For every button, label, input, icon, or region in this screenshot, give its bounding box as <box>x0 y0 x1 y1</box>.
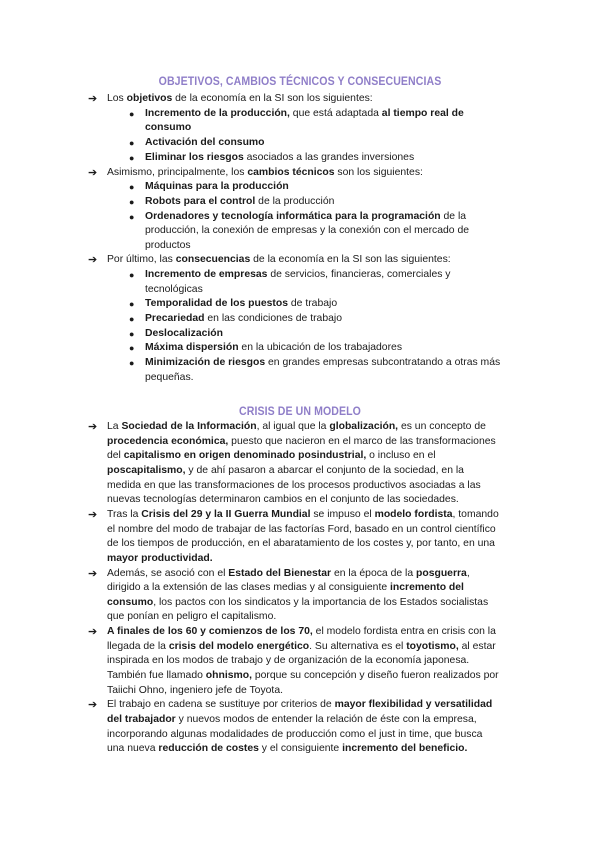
bullet-icon: ● <box>129 138 135 148</box>
bullet-icon: ● <box>129 358 135 368</box>
paragraph-line: nuevas tecnologías determinaron cambios en el conjunto de las sociedades. <box>107 494 459 505</box>
sub-list-item-continued: consumo <box>145 122 192 133</box>
paragraph-line: dirigido a la extensión de las clases medias y al consiguiente incremento del <box>107 582 464 593</box>
paragraph-line: que ponían en peligro el capitalismo. <box>107 611 277 622</box>
sub-list-item: Temporalidad de los puestos de trabajo <box>145 298 338 309</box>
bullet-icon: ● <box>129 109 135 119</box>
paragraph-line: llegada de la crisis del modelo energético. Su alternativa es el toyotismo, al estar <box>107 641 496 652</box>
paragraph-line: incorporando algunas modalidades de producción como el just in time, que busca <box>107 729 483 740</box>
paragraph-line: procedencia económica, puesto que nacieron en el marco de las transformaciones <box>107 436 496 447</box>
sub-list-item: Precariedad en las condiciones de trabajo <box>145 313 342 324</box>
bullet-icon: ● <box>129 153 135 163</box>
arrow-bullet-icon: ➔ <box>88 626 98 638</box>
sub-list-item-continued: producción, la conexión de empresas y la conexión con el mercado de <box>145 225 470 236</box>
bullet-icon: ● <box>129 314 135 324</box>
paragraph-line: mayor productividad. <box>107 553 213 564</box>
paragraph-line: medida en que las transformaciones de los procesos productivos asociadas a las <box>107 480 481 491</box>
bullet-icon: ● <box>129 299 135 309</box>
arrow-bullet-icon: ➔ <box>88 699 98 711</box>
sub-list-item-continued: tecnológicas <box>145 284 203 295</box>
arrow-bullet-icon: ➔ <box>88 93 98 105</box>
section-heading-objetivos: OBJETIVOS, CAMBIOS TÉCNICOS Y CONSECUENCIAS <box>158 74 442 88</box>
paragraph-line: poscapitalismo, y de ahí pasaron a abarcar el conjunto de la sociedad, en la <box>107 465 464 476</box>
paragraph-line: inspirada en los modos de trabajo y de organización de la economía japonesa. <box>107 655 470 666</box>
sub-list-item-continued: productos <box>145 240 191 251</box>
arrow-bullet-icon: ➔ <box>88 254 98 266</box>
paragraph-line: de los tiempos de producción, en el abaratamiento de los costes y, por tanto, en una <box>107 538 495 549</box>
bullet-icon: ● <box>129 182 135 192</box>
paragraph-line: El trabajo en cadena se sustituye por criterios de mayor flexibilidad y versatilidad <box>107 699 493 710</box>
bullet-icon: ● <box>129 343 135 353</box>
paragraph-line: del capitalismo en origen denominado posindustrial, o incluso en el <box>107 450 436 461</box>
sub-list-item: Ordenadores y tecnología informática para la programación de la <box>145 211 467 222</box>
sub-list-item: Incremento de empresas de servicios, financieras, comerciales y <box>145 269 451 280</box>
paragraph-line: La Sociedad de la Información, al igual que la globalización, es un concepto de <box>107 421 486 432</box>
paragraph-line: Además, se asoció con el Estado del Bienestar en la época de la posguerra, <box>107 568 470 579</box>
sub-list-item-continued: pequeñas. <box>145 372 194 383</box>
bullet-icon: ● <box>129 197 135 207</box>
paragraph-line: consumo, los pactos con los sindicatos y la importancia de los Estados socialistas <box>107 597 489 608</box>
sub-list-item: Deslocalización <box>145 328 223 339</box>
paragraph-line: el nombre del modo de trabajar de las factorías Ford, basado en un control científico <box>107 524 496 535</box>
paragraph-line: También fue llamado ohnismo, porque su concepción y diseño fueron realizados por <box>107 670 499 681</box>
bullet-icon: ● <box>129 212 135 222</box>
sub-list-item: Activación del consumo <box>145 137 265 148</box>
paragraph-line: A finales de los 60 y comienzos de los 70, el modelo fordista entra en crisis con la <box>107 626 496 637</box>
bullet-icon: ● <box>129 329 135 339</box>
list-item-intro: Por último, las consecuencias de la economía en la SI son las siguientes: <box>107 254 451 265</box>
arrow-bullet-icon: ➔ <box>88 421 98 433</box>
sub-list-item: Eliminar los riesgos asociados a las grandes inversiones <box>145 152 415 163</box>
paragraph-line: del trabajador y nuevos modos de entender la relación de éste con la empresa, <box>107 714 477 725</box>
sub-list-item: Máxima dispersión en la ubicación de los trabajadores <box>145 342 403 353</box>
paragraph-line: Tras la Crisis del 29 y la II Guerra Mundial se impuso el modelo fordista, tomando <box>107 509 499 520</box>
paragraph-line: una nueva reducción de costes y el consiguiente incremento del beneficio. <box>107 743 468 754</box>
sub-list-item: Incremento de la producción, que está adaptada al tiempo real de <box>145 108 464 119</box>
paragraph-line: Taiichi Ohno, ingeniero jefe de Toyota. <box>107 685 283 696</box>
arrow-bullet-icon: ➔ <box>88 568 98 580</box>
sub-list-item: Máquinas para la producción <box>145 181 289 192</box>
sub-list-item: Robots para el control de la producción <box>145 196 335 207</box>
bullet-icon: ● <box>129 270 135 280</box>
sub-list-item: Minimización de riesgos en grandes empresas subcontratando a otras más <box>145 357 501 368</box>
section-heading-crisis: CRISIS DE UN MODELO <box>239 404 361 418</box>
list-item-intro: Asimismo, principalmente, los cambios técnicos son los siguientes: <box>107 167 423 178</box>
list-item-intro: Los objetivos de la economía en la SI son los siguientes: <box>107 93 373 104</box>
arrow-bullet-icon: ➔ <box>88 167 98 179</box>
arrow-bullet-icon: ➔ <box>88 509 98 521</box>
